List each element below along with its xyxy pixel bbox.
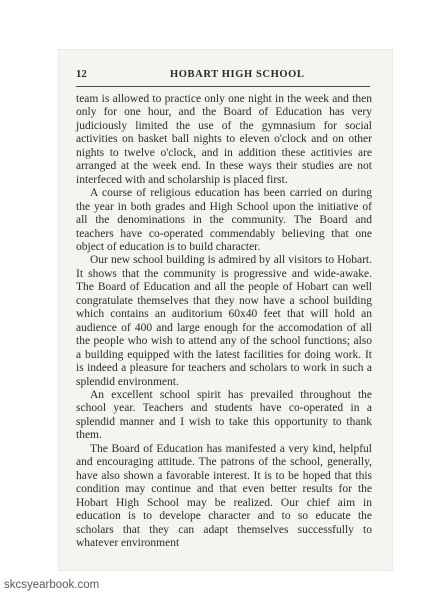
paragraph-school-spirit: An excellent school spirit has prevailed throughout the school year. Teachers and students have co-operated in a splendid manner and I wish to take this opportunity to thank them. xyxy=(76,388,372,442)
paragraph-religious-education: A course of religious education has been carried on during the year in both grades and High School upon the initiative of all the denominations in the community. The Board and teachers have co-operated commendably believing that one object of education is to build character. xyxy=(76,187,372,253)
watermark: skcsyearbook.com xyxy=(4,579,100,591)
running-title: HOBART HIGH SCHOOL xyxy=(170,69,305,80)
paragraph-new-building: Our new school building is admired by all visitors to Hobart. It shows that the community is progressive and wide-awake. The Board of Education and all the people of Hobart can well congratulate themselves that they now have a school building which contains an auditorium 60x40 feet that will hold an audience of 400 and large enough for the accomodation of all the people who wish to attend any of the school functions; also a building equipped with the latest facilities for doing work. It is indeed a pleasure for teachers and scholars to work in such a splendid environment. xyxy=(76,254,372,388)
paragraph-athletics: team is allowed to practice only one night in the week and then only for one hour, and the Board of Education has very judiciously limited the use of the gymnasium for social activities on basket ball nights to eleven o'clock and on other nights to twelve o'clock, and in addition these actitivies are arranged at the week end. In these ways their studies are not interfeced with and scholarship is placed first. xyxy=(76,93,372,186)
body-text xyxy=(76,93,372,550)
header-rule xyxy=(76,86,370,87)
paragraph-board-of-education: The Board of Education has manifested a very kind, helpful and encouraging attitude. The patrons of the school, generally, have also shown a favorable interest. It is to be hoped that this condition may continue and that even better results for the Hobart High School may be realized. Our chief aim in education is to develope character and to so educate the scholars that they can adapt themselves successfully to whatever environment xyxy=(76,442,372,549)
page-number: 12 xyxy=(76,69,88,80)
page-header xyxy=(76,69,371,83)
